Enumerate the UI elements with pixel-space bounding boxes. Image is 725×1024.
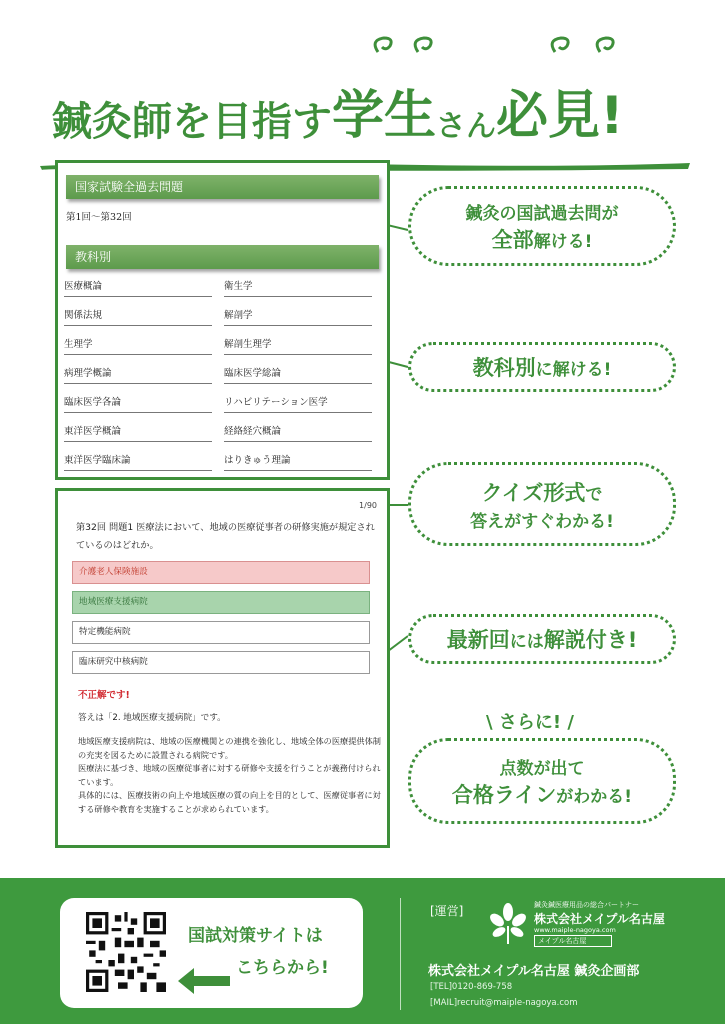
footer [0,878,725,1024]
section-title-all-exams: 国家試験全過去問題 [66,175,379,199]
bubble-text: 解ける! [533,231,593,252]
department-name: 株式会社メイプル名古屋 鍼灸企画部 [428,964,640,979]
maple-leaf-logo-icon [488,902,528,946]
bubble-line: 鍼灸の国試過去問が [465,203,619,224]
section-title-by-subject: 教科別 [66,245,379,269]
footer-divider [400,898,401,1010]
bubble-line [473,352,612,382]
email-address[interactable]: [MAIL]recruit@maiple-nagoya.com [430,998,578,1008]
brand-tag: メイプル名古屋 [534,935,612,947]
subject-link[interactable]: 臨床医学各論 [64,395,212,413]
feature-bubble-all-questions [408,186,676,266]
operator-label: [運営] [430,904,464,918]
bubble-emphasis: クイズ形式 [481,480,586,505]
bubble-line [452,779,632,809]
subject-link[interactable]: 生理学 [64,337,212,355]
explanation-paragraph: 地域医療支援病院は、地域の医療機関との連携を強化し、地域全体の医療提供体制の充実を図るために設置される病院です。 [78,736,381,760]
exam-range-link[interactable]: 第1回〜第32回 [66,212,132,223]
feature-bubble-by-subject [408,342,676,392]
bubble-text: には [509,632,544,652]
choice-option[interactable]: 臨床研究中核病院 [72,651,370,674]
subject-link[interactable]: 臨床医学総論 [224,366,372,384]
title-part-5: ! [600,86,624,146]
bubble-emphasis: 解説付き! [543,628,638,652]
qr-code-icon[interactable] [86,912,166,992]
subject-link[interactable]: 衛生学 [224,279,372,297]
furthermore-label: \ さらに! / [486,712,574,733]
bubble-emphasis: 全部 [491,227,534,252]
company-tagline: 鍼灸鍼医療用品の総合パートナー [534,901,639,909]
bubble-line: 点数が出て [499,758,585,779]
title-part-1: 鍼灸師を目指す [52,99,332,145]
arrow-left-icon [178,968,230,994]
subject-link[interactable]: 東洋医学概論 [64,424,212,442]
bubble-line [482,477,603,507]
qr-card[interactable] [60,898,363,1008]
feature-bubble-score [408,738,676,824]
subject-link[interactable]: はりきゅう理論 [224,453,372,471]
bubble-line: 答えがすぐわかる! [470,511,614,532]
explanation-paragraph: 医療法に基づき、地域の医療従事者に対する研修や支援を行うことが義務付けられています。 [78,763,381,787]
exam-list-panel [55,160,390,480]
choice-option[interactable]: 地域医療支援病院 [72,591,370,614]
feature-bubble-explanation [408,614,676,664]
subject-link[interactable]: 解剖生理学 [224,337,372,355]
subject-link[interactable]: リハビリテーション医学 [224,395,372,413]
bubble-line [492,224,593,254]
subject-link[interactable]: 病理学概論 [64,366,212,384]
title-part-4: 必見 [496,86,601,146]
quiz-panel [55,488,390,848]
answer-text: 答えは「2. 地域医療支援病院」です。 [78,713,226,723]
bubble-emphasis: 合格ライン [451,782,557,807]
bubble-emphasis: 教科別 [472,356,536,380]
question-text: 第32回 問題1 医療法において、地域の医療従事者の研修実施が規定されているのはどれか。 [76,522,375,551]
verdict-text: 不正解です! [78,690,130,701]
title-part-3: さん [436,109,497,144]
phone-number[interactable]: [TEL]0120-869-758 [430,982,513,992]
subject-link[interactable]: 関係法規 [64,308,212,326]
choice-option[interactable]: 特定機能病院 [72,621,370,644]
title-part-2: 学生 [332,86,437,146]
subject-link[interactable]: 経絡経穴概論 [224,424,372,442]
bubble-line [447,624,638,654]
subject-link[interactable]: 解剖学 [224,308,372,326]
subject-link[interactable]: 医療概論 [64,279,212,297]
explanation-paragraph: 具体的には、医療技術の向上や地域医療の質の向上を目的として、医療従事者に対する研修や教育を実施することが求められています。 [78,790,381,814]
company-name: 株式会社メイプル名古屋 [534,912,665,926]
question-counter: 1/90 [359,501,377,510]
bubble-text: がわかる! [556,786,633,807]
company-logo-block [488,900,678,952]
bubble-text: で [585,484,603,505]
site-line: 国試対策サイトは [188,926,323,946]
subject-link[interactable]: 東洋医学臨床論 [64,453,212,471]
site-line: こちらから! [236,958,329,978]
choice-option[interactable]: 介護老人保険施設 [72,561,370,584]
feature-bubble-quiz-format [408,462,676,546]
explanation-text [78,735,383,816]
company-url[interactable]: www.maiple-nagoya.com [534,926,616,934]
bubble-text: に解ける! [535,360,612,380]
bubble-emphasis: 最新回 [446,628,510,652]
